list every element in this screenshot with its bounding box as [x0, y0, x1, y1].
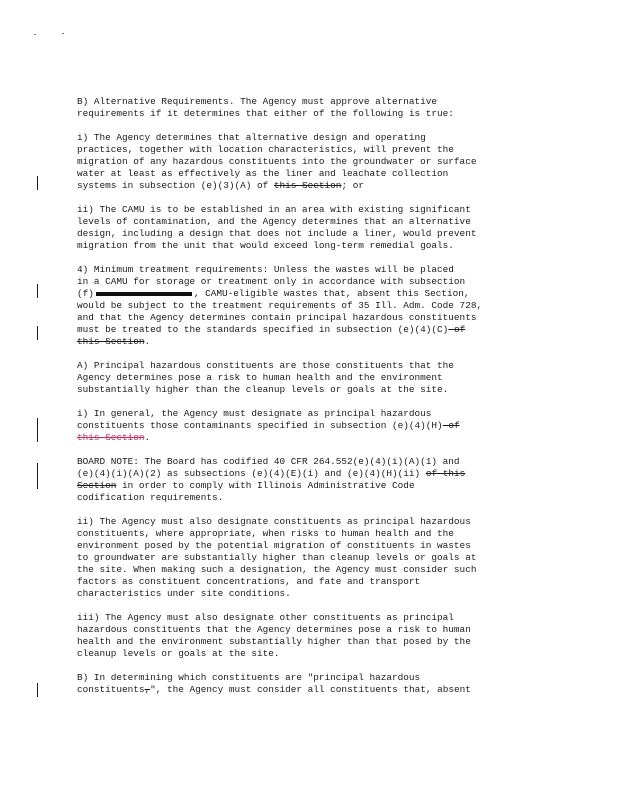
text-line [77, 420, 547, 432]
text-line: B) In determining which constituents are "principal hazardous [77, 672, 421, 683]
text-run: systems in subsection (e)(3)(A) of [77, 180, 274, 191]
text-line: migration from the unit that would exceed long-term remedial goals. [77, 240, 454, 251]
text-run: . [144, 432, 151, 443]
struck-text: , [144, 684, 151, 695]
text-line: requirements if it determines that either of the following is true: [77, 108, 454, 119]
text-line [77, 468, 547, 480]
text-line: migration of any hazardous constituents into the groundwater or surface [77, 156, 477, 167]
text-run: (e)(4)(i)(A)(2) as subsections (e)(4)(E)(i) and (e)(4)(H)(ii) [77, 468, 426, 479]
text-line: constituents, where appropriate, when risks to human health and the [77, 528, 454, 539]
change-bar [37, 683, 38, 697]
text-line: ii) The CAMU is to be established in an area with existing significant [77, 204, 471, 215]
struck-text: this Section [77, 432, 145, 443]
change-bar [37, 284, 38, 298]
change-bar [37, 463, 38, 489]
text-line: and that the Agency determines contain principal hazardous constituents [77, 312, 477, 323]
struck-text: of this [425, 468, 466, 479]
text-line: A) Principal hazardous constituents are those constituents that the [77, 360, 454, 371]
text-line: characteristics under site conditions. [77, 588, 291, 599]
text-line: i) The Agency determines that alternative design and operating [77, 132, 426, 143]
struck-text: Section [77, 480, 117, 491]
text-line: codification requirements. [77, 492, 224, 503]
text-line [77, 684, 547, 696]
text-line: factors as constituent concentrations, and fate and transport [77, 576, 421, 587]
scan-speck [62, 33, 64, 34]
struck-text: of [448, 324, 466, 335]
text-run: constituents [77, 684, 145, 695]
text-line: BOARD NOTE: The Board has codified 40 CFR 264.552(e)(4)(i)(A)(1) and [77, 456, 460, 467]
text-line: levels of contamination, and the Agency determines that an alternative [77, 216, 471, 227]
text-line: cleanup levels or goals at the site. [77, 648, 280, 659]
text-line: ii) The Agency must also designate constituents as principal hazardous [77, 516, 471, 527]
text-line: the site. When making such a designation, the Agency must consider such [77, 564, 477, 575]
text-run: must be treated to the standards specified in subsection (e)(4)(C) [77, 324, 449, 335]
struck-text: this Section [77, 336, 145, 347]
text-line [77, 480, 547, 492]
text-line: Agency determines pose a risk to human health and the environment [77, 372, 443, 383]
text-line: B) Alternative Requirements. The Agency must approve alternative [77, 96, 438, 107]
text-line: i) In general, the Agency must designate as principal hazardous [77, 408, 432, 419]
text-line: water at least as effectively as the liner and leachate collection [77, 168, 449, 179]
text-line [77, 336, 547, 348]
text-line [77, 288, 547, 300]
change-bar [37, 418, 38, 442]
text-run: constituents those contaminants specified in subsection (e)(4)(H) [77, 420, 443, 431]
text-run: ", the Agency must consider all constituents that, absent [150, 684, 471, 695]
text-line: environment posed by the potential migration of constituents in wastes [77, 540, 471, 551]
text-line: in a CAMU for storage or treatment only in accordance with subsection [77, 276, 466, 287]
text-run: . [144, 336, 151, 347]
text-run: (f) [77, 288, 94, 299]
scan-speck [34, 34, 36, 35]
text-line: substantially higher than the cleanup levels or goals at the site. [77, 384, 449, 395]
struck-text: of [442, 420, 460, 431]
change-bar [37, 326, 38, 340]
text-run: in order to comply with Illinois Administrative Code [116, 480, 415, 491]
text-line: hazardous constituents that the Agency determines pose a risk to human [77, 624, 471, 635]
text-line: design, including a design that does not include a liner, would prevent [77, 228, 477, 239]
text-line [77, 432, 547, 444]
text-line: iii) The Agency must also designate other constituents as principal [77, 612, 454, 623]
text-line [77, 180, 547, 192]
text-line: to groundwater are substantially higher than cleanup levels or goals at [77, 552, 477, 563]
text-run: , CAMU-eligible wastes that, absent this Section, [193, 288, 470, 299]
text-line: health and the environment substantially higher than that posed by the [77, 636, 471, 647]
text-line: practices, together with location characteristics, will prevent the [77, 144, 454, 155]
text-run: ; or [341, 180, 364, 191]
redaction-mark [96, 292, 192, 296]
text-line: 4) Minimum treatment requirements: Unless the wastes will be placed [77, 264, 454, 275]
text-line: would be subject to the treatment requirements of 35 Ill. Adm. Code 728, [77, 300, 483, 311]
struck-text: this Section [273, 180, 342, 191]
change-bar [37, 176, 38, 190]
text-line [77, 324, 547, 336]
